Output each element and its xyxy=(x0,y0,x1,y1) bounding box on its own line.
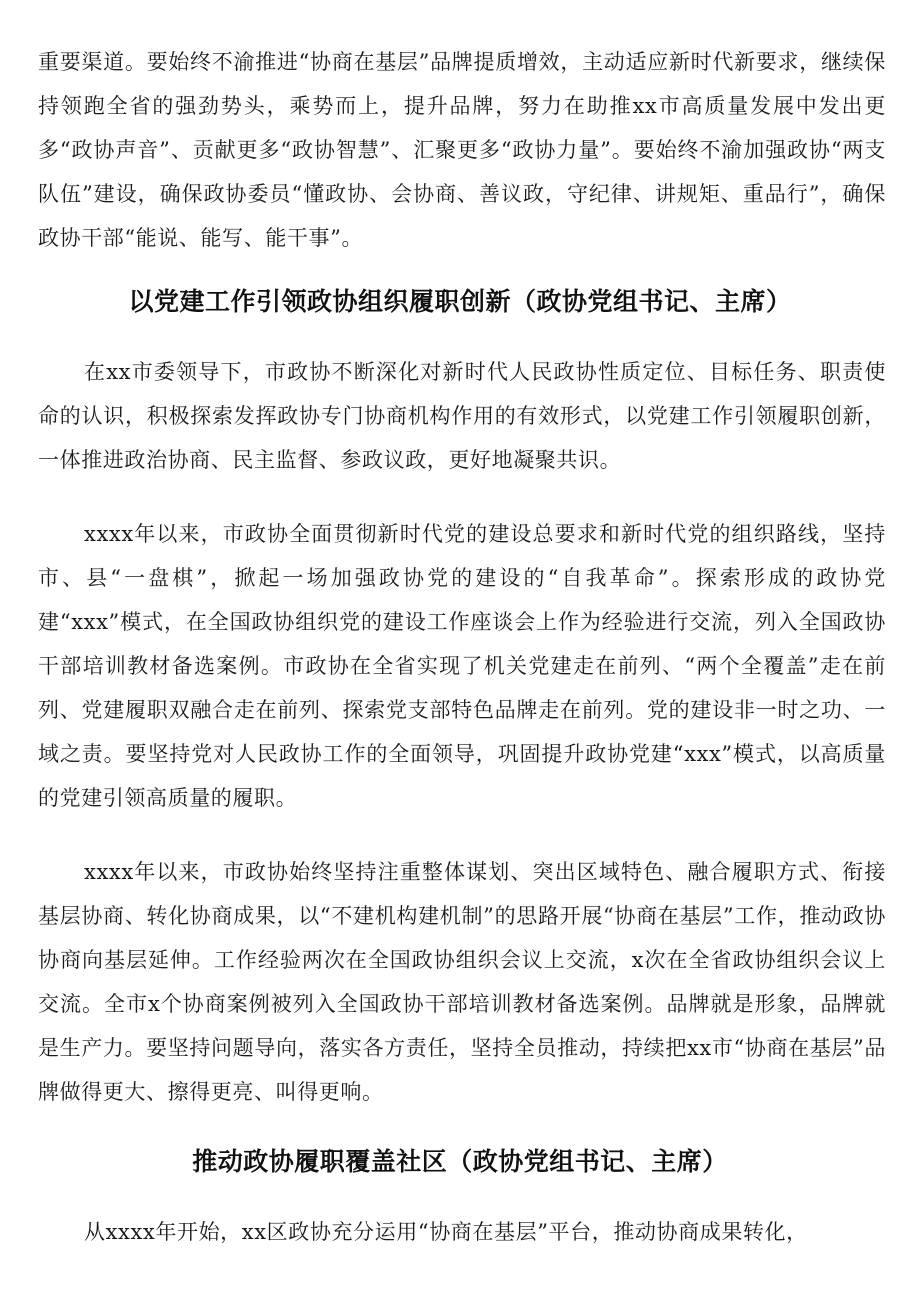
paragraph-section2-1: 从xxxx年开始，xx区政协充分运用“协商在基层”平台，推动协商成果转化， xyxy=(84,1220,808,1244)
paragraph-section1-2: xxxx年以来，市政协全面贯彻新时代党的建设总要求和新时代党的组织路线，坚持市、县“一盘棋”，掀起一场加强政协党的建设的“自我革命”。探索形成的政协党建“xxx”模式，在全国政协组织党的建设工作座谈会上作为经验进行交流，列入全国政协干部培训教材备选案例。市政协在全省实现了机关党建走在前列、“两个全覆盖”走在前列、党建履职双融合走在前列、探索党支部特色品牌走在前列。党的建设非一时之功、一域之责。要坚持党对人民政协工作的全面领导，巩固提升政协党建“xxx”模式，以高质量的党建引领高质量的履职。 xyxy=(38,522,886,810)
paragraph-continuation: 重要渠道。要始终不渝推进“协商在基层”品牌提质增效，主动适应新时代新要求，继续保持领跑全省的强劲势头，乘势而上，提升品牌，努力在助推xx市高质量发展中发出更多“政协声音”、贡献更多“政协智慧”、汇聚更多“政协力量”。要始终不渝加强政协“两支队伍”建设，确保政协委员“懂政协、会协商、善议政，守纪律、讲规矩、重品行”，确保政协干部“能说、能写、能干事”。 xyxy=(38,50,886,250)
section-heading-party-building: 以党建工作引领政协组织履职创新（政协党组书记、主席） xyxy=(128,287,792,316)
paragraph-section1-1: 在xx市委领导下，市政协不断深化对新时代人民政协性质定位、目标任务、职责使命的认识，积极探索发挥政协专门协商机构作用的有效形式，以党建工作引领履职创新，一体推进政治协商、民主监督、参政议政，更好地凝聚共识。 xyxy=(38,360,886,472)
paragraph-section1-3: xxxx年以来，市政协始终坚持注重整体谋划、突出区域特色、融合履职方式、衔接基层协商、转化协商成果，以“不建机构建机制”的思路开展“协商在基层”工作，推动政协协商向基层延伸。工作经验两次在全国政协组织会议上交流，x次在全省政协组织会议上交流。全市x个协商案例被列入全国政协干部培训教材备选案例。品牌就是形象，品牌就是生产力。要坚持问题导向，落实各方责任，坚持全员推动，持续把xx市“协商在基层”品牌做得更大、擦得更亮、叫得更响。 xyxy=(38,860,886,1104)
section-heading-community-coverage: 推动政协履职覆盖社区（政协党组书记、主席） xyxy=(192,1147,728,1176)
